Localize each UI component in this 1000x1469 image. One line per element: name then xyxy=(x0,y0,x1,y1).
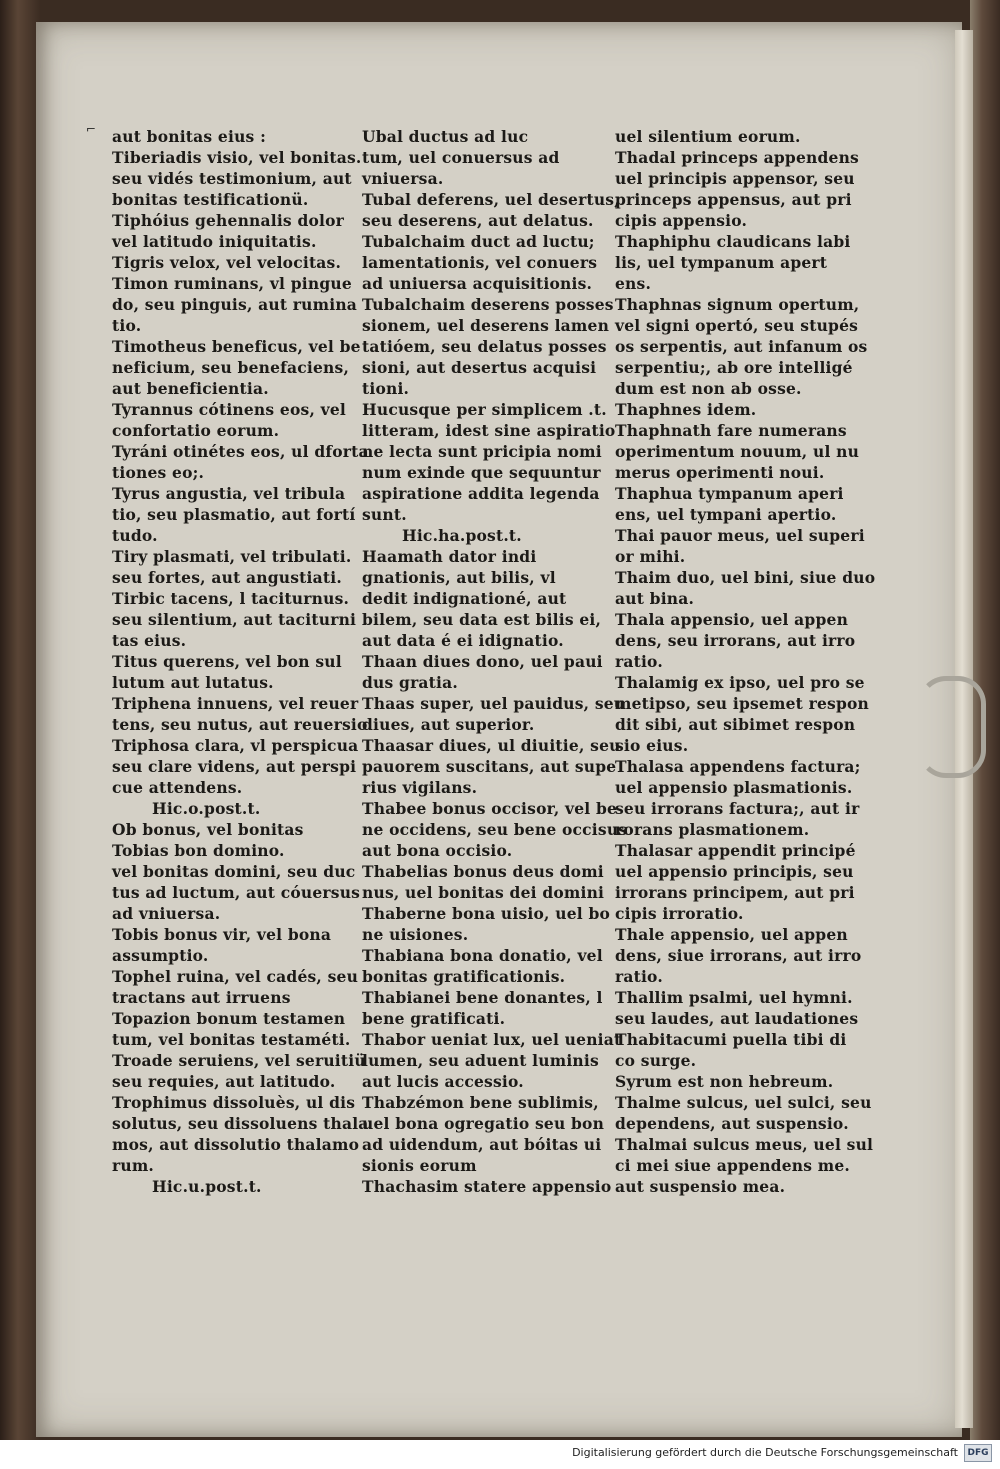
text-line: Timon ruminans, vl pingue xyxy=(112,274,352,293)
text-line: aut beneficientia. xyxy=(112,379,269,398)
text-line: Haamath dator indi xyxy=(362,547,537,566)
text-line: irrorans principem, aut pri xyxy=(615,883,855,902)
text-line: assumptio. xyxy=(112,946,209,965)
text-line: bene gratificati. xyxy=(362,1009,506,1028)
text-line: litteram, idest sine aspiratio xyxy=(362,421,616,440)
page-clip xyxy=(918,676,986,778)
text-line: ad uidendum, aut bóitas ui xyxy=(362,1135,602,1154)
text-line: Thala appensio, uel appen xyxy=(615,610,849,629)
text-column-2 xyxy=(362,126,628,1197)
text-line: Tobias bon domino. xyxy=(112,841,285,860)
text-line: ratio. xyxy=(615,652,663,671)
text-line: tioni. xyxy=(362,379,410,398)
text-line: Tubal deferens, uel desertus, xyxy=(362,190,620,209)
text-line: Thadal princeps appendens xyxy=(615,148,859,167)
text-line: ens, uel tympani apertio. xyxy=(615,505,837,524)
text-line: Hucusque per simplicem .t. xyxy=(362,400,607,419)
text-line: seu requies, aut latitudo. xyxy=(112,1072,336,1091)
text-line: ratio. xyxy=(615,967,663,986)
text-line: ne lecta sunt pricipia nomi xyxy=(362,442,602,461)
text-line: Triphosa clara, vl perspicua xyxy=(112,736,359,755)
text-line: seu laudes, aut laudationes xyxy=(615,1009,859,1028)
text-line: Timotheus beneficus, vel be xyxy=(112,337,361,356)
text-line: dus gratia. xyxy=(362,673,458,692)
text-line: sionem, uel deserens lamen xyxy=(362,316,610,335)
text-line: seu irrorans factura;, aut ir xyxy=(615,799,860,818)
text-line: princeps appensus, aut pri xyxy=(615,190,852,209)
text-line: diues, aut superior. xyxy=(362,715,535,734)
text-line: Topazion bonum testamen xyxy=(112,1009,346,1028)
text-line: Tubalchaim duct ad luctu; xyxy=(362,232,595,251)
text-line: cipis appensio. xyxy=(615,211,748,230)
text-line: Troade seruiens, vel seruitiü xyxy=(112,1051,366,1070)
text-line: bilem, seu data est bilis ei, xyxy=(362,610,602,629)
text-line: Thaim duo, uel bini, siue duo xyxy=(615,568,876,587)
text-line: aut lucis accessio. xyxy=(362,1072,524,1091)
text-line: ens. xyxy=(615,274,652,293)
text-line: Thaberne bona uisio, uel bo xyxy=(362,904,611,923)
text-line: vel latitudo iniquitatis. xyxy=(112,232,317,251)
text-line: ad vniuersa. xyxy=(112,904,221,923)
text-line: vel signi opertó, seu stupés xyxy=(615,316,859,335)
dfg-logo: DFG xyxy=(964,1444,992,1462)
text-line: Hic.ha.post.t. xyxy=(402,526,522,545)
text-line: Hic.o.post.t. xyxy=(152,799,261,818)
text-line: co surge. xyxy=(615,1051,697,1070)
text-line: Tiberiadis visio, vel bonitas. xyxy=(112,148,362,167)
text-line: sionis eorum xyxy=(362,1156,477,1175)
text-line: Thalasa appendens factura; xyxy=(615,757,861,776)
text-line: Thalme sulcus, uel sulci, seu xyxy=(615,1093,872,1112)
text-line: ad uniuersa acquisitionis. xyxy=(362,274,593,293)
text-line: aut bona occisio. xyxy=(362,841,513,860)
text-line: dit sibi, aut sibimet respon xyxy=(615,715,856,734)
text-line: Thaphnes idem. xyxy=(615,400,757,419)
text-line: Thaphua tympanum aperi xyxy=(615,484,844,503)
text-line: Thabzémon bene sublimis, xyxy=(362,1093,599,1112)
text-line: ne uisiones. xyxy=(362,925,469,944)
text-line: Tiphóius gehennalis dolor xyxy=(112,211,345,230)
text-line: seu silentium, aut taciturni xyxy=(112,610,357,629)
text-line: aut bonitas eius : xyxy=(112,127,266,146)
text-line: tatióem, seu delatus posses xyxy=(362,337,607,356)
text-line: cipis irroratio. xyxy=(615,904,744,923)
text-line: sunt. xyxy=(362,505,407,524)
text-line: Tyrus angustia, vel tribula xyxy=(112,484,346,503)
text-line: Trophimus dissoluès, ul dis xyxy=(112,1093,356,1112)
text-line: Thachasim statere appensio xyxy=(362,1177,612,1196)
text-line: rum. xyxy=(112,1156,155,1175)
text-line: mos, aut dissolutio thalamo xyxy=(112,1135,360,1154)
text-line: do, seu pinguis, aut rumina xyxy=(112,295,358,314)
text-line: seu vidés testimonium, aut xyxy=(112,169,352,188)
text-line: Tyráni otinétes eos, ul dforta xyxy=(112,442,369,461)
text-line: Tyrannus cótinens eos, vel xyxy=(112,400,346,419)
text-line: ne occidens, seu bene occisus xyxy=(362,820,628,839)
text-line: sioni, aut desertus acquisi xyxy=(362,358,597,377)
text-line: or mihi. xyxy=(615,547,686,566)
text-line: tens, seu nutus, aut reuersio xyxy=(112,715,368,734)
text-line: aut bina. xyxy=(615,589,695,608)
text-line: merus operimenti noui. xyxy=(615,463,825,482)
text-line: Thabor ueniat lux, uel ueniat xyxy=(362,1030,622,1049)
text-line: Thalamig ex ipso, uel pro se xyxy=(615,673,865,692)
text-line: tractans aut irruens xyxy=(112,988,291,1007)
text-line: Thabee bonus occisor, vel be xyxy=(362,799,618,818)
text-line: seu fortes, aut angustiati. xyxy=(112,568,342,587)
text-line: uel appensio principis, seu xyxy=(615,862,854,881)
text-line: Thabianei bene donantes, l xyxy=(362,988,603,1007)
text-line: aut suspensio mea. xyxy=(615,1177,786,1196)
text-line: lamentationis, vel conuers xyxy=(362,253,598,272)
text-line: aut data é ei idignatio. xyxy=(362,631,564,650)
text-line: Thalasar appendit principé xyxy=(615,841,856,860)
text-line: Tirbic tacens, l taciturnus. xyxy=(112,589,350,608)
text-line: seu deserens, aut delatus. xyxy=(362,211,594,230)
text-line: dedit indignationé, aut xyxy=(362,589,567,608)
text-line: lutum aut lutatus. xyxy=(112,673,274,692)
text-line: Syrum est non hebreum. xyxy=(615,1072,834,1091)
text-line: tio, seu plasmatio, aut fortí xyxy=(112,505,356,524)
text-line: num exinde que sequuntur xyxy=(362,463,601,482)
text-line: Thaphnas signum opertum, xyxy=(615,295,860,314)
text-line: uel appensio plasmationis. xyxy=(615,778,853,797)
text-line: ci mei siue appendens me. xyxy=(615,1156,851,1175)
text-line: rius vigilans. xyxy=(362,778,478,797)
text-line: Thallim psalmi, uel hymni. xyxy=(615,988,853,1007)
text-line: aspiratione addita legenda xyxy=(362,484,600,503)
text-line: serpentiu;, ab ore intelligé xyxy=(615,358,853,377)
text-line: tum, uel conuersus ad xyxy=(362,148,560,167)
text-line: tudo. xyxy=(112,526,158,545)
text-line: uel principis appensor, seu xyxy=(615,169,855,188)
text-line: Tobis bonus vir, vel bona xyxy=(112,925,332,944)
text-line: gnationis, aut bilis, vl xyxy=(362,568,556,587)
text-line: Thalmai sulcus meus, uel sul xyxy=(615,1135,874,1154)
text-line: Ubal ductus ad luc xyxy=(362,127,529,146)
text-line: vel bonitas domini, seu duc xyxy=(112,862,356,881)
text-line: Thai pauor meus, uel superi xyxy=(615,526,865,545)
margin-mark: ⌐ xyxy=(86,122,97,136)
text-line: Thaphnath fare numerans xyxy=(615,421,847,440)
text-line: seu clare videns, aut perspi xyxy=(112,757,357,776)
text-line: dependens, aut suspensio. xyxy=(615,1114,849,1133)
text-line: Thaphiphu claudicans labi xyxy=(615,232,851,251)
text-line: bonitas gratificationis. xyxy=(362,967,566,986)
text-line: pauorem suscitans, aut supe xyxy=(362,757,617,776)
text-line: operimentum nouum, ul nu xyxy=(615,442,860,461)
text-line: dens, siue irrorans, aut irro xyxy=(615,946,862,965)
text-line: lis, uel tympanum apert xyxy=(615,253,828,272)
text-line: lumen, seu aduent luminis xyxy=(362,1051,599,1070)
text-line: rorans plasmationem. xyxy=(615,820,810,839)
text-line: confortatio eorum. xyxy=(112,421,280,440)
text-line: dum est non ab osse. xyxy=(615,379,802,398)
text-line: nus, uel bonitas dei domini xyxy=(362,883,605,902)
text-line: Tiry plasmati, vel tribulati. xyxy=(112,547,352,566)
text-line: Thale appensio, uel appen xyxy=(615,925,848,944)
text-line: tum, vel bonitas testaméti. xyxy=(112,1030,351,1049)
text-line: tio. xyxy=(112,316,142,335)
text-line: Ob bonus, vel bonitas xyxy=(112,820,304,839)
text-line: Tophel ruina, vel cadés, seu xyxy=(112,967,359,986)
text-line: Thabiana bona donatio, vel xyxy=(362,946,603,965)
text-line: Triphena innuens, vel reuer xyxy=(112,694,359,713)
text-column-3 xyxy=(615,126,876,1197)
text-column-1 xyxy=(112,126,369,1197)
text-line: tiones eo;. xyxy=(112,463,205,482)
text-line: Titus querens, vel bon sul xyxy=(112,652,342,671)
text-line: solutus, seu dissoluens thala xyxy=(112,1114,369,1133)
text-line: Thaan diues dono, uel paui xyxy=(362,652,603,671)
text-line: Thaasar diues, ul diuitie, seu xyxy=(362,736,621,755)
text-line: uel bona ogregatio seu bon xyxy=(362,1114,605,1133)
text-line: os serpentis, aut infanum os xyxy=(615,337,868,356)
text-line: bonitas testificationü. xyxy=(112,190,309,209)
text-line: Thaas super, uel pauidus, seu xyxy=(362,694,626,713)
text-line: tus ad luctum, aut cóuersus xyxy=(112,883,361,902)
text-line: Hic.u.post.t. xyxy=(152,1177,262,1196)
text-line: cue attendens. xyxy=(112,778,243,797)
text-line: neficium, seu benefaciens, xyxy=(112,358,350,377)
book-board-left xyxy=(0,0,40,1440)
text-line: uel silentium eorum. xyxy=(615,127,801,146)
text-line: Thabitacumi puella tibi di xyxy=(615,1030,847,1049)
text-line: dens, seu irrorans, aut irro xyxy=(615,631,856,650)
text-line: Tigris velox, vel velocitas. xyxy=(112,253,342,272)
text-line: metipso, seu ipsemet respon xyxy=(615,694,869,713)
text-line: tas eius. xyxy=(112,631,187,650)
text-line: sio eius. xyxy=(615,736,689,755)
text-line: vniuersa. xyxy=(362,169,444,188)
text-line: Tubalchaim deserens posses xyxy=(362,295,614,314)
text-line: Thabelias bonus deus domi xyxy=(362,862,604,881)
footer-credit: Digitalisierung gefördert durch die Deutsche Forschungsgemeinschaft xyxy=(572,1446,958,1459)
